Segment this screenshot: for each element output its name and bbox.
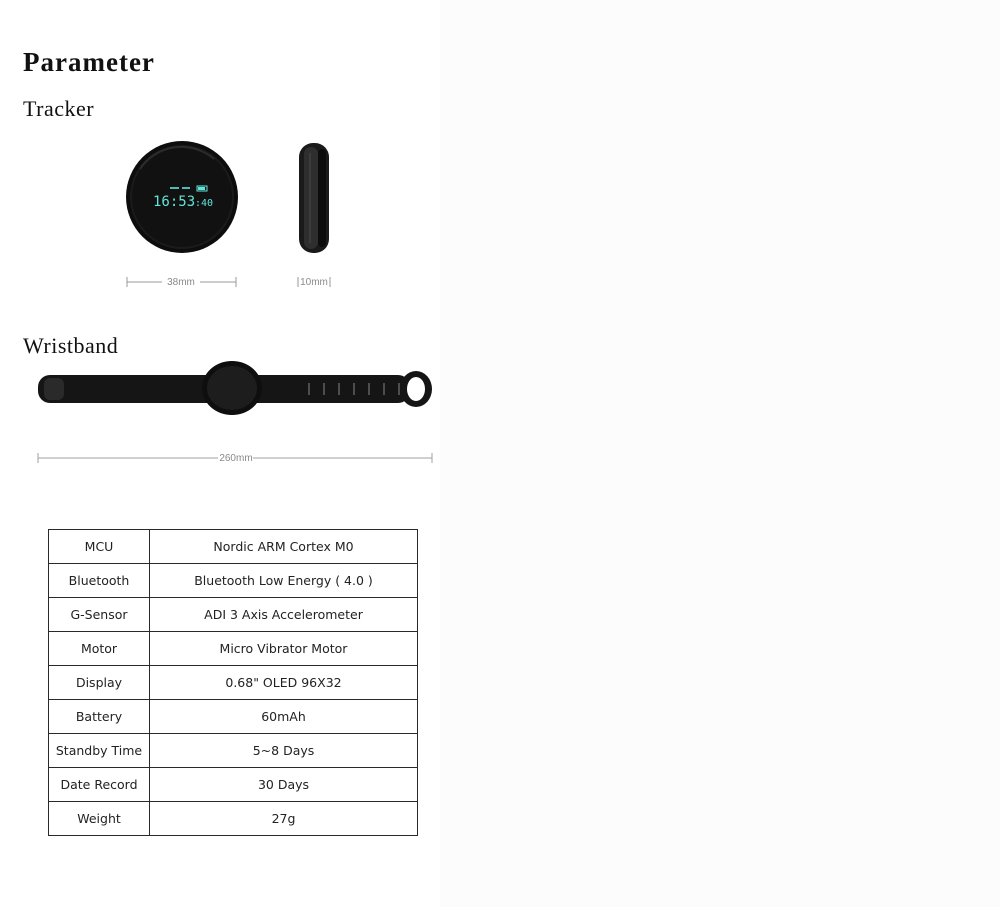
tracker-screen-seconds: :40: [195, 198, 214, 209]
spec-name-cell: Battery: [49, 700, 150, 734]
table-row: [49, 802, 418, 836]
wristband-section-title: Wristband: [23, 333, 119, 358]
wristband-illustration: [0, 358, 440, 468]
table-row: [49, 666, 418, 700]
page-title: Parameter: [23, 47, 155, 77]
spec-value-cell: Micro Vibrator Motor: [150, 632, 418, 666]
spec-name-cell: Date Record: [49, 768, 150, 802]
content-panel: [0, 0, 440, 907]
spec-name-cell: Bluetooth: [49, 564, 150, 598]
spec-name-cell: MCU: [49, 530, 150, 564]
tracker-thickness-dimension: [298, 277, 330, 288]
table-row: [49, 734, 418, 768]
tracker-illustration: [0, 135, 440, 295]
tracker-front-view: [126, 141, 238, 253]
spec-name-cell: G-Sensor: [49, 598, 150, 632]
spec-value-cell: Nordic ARM Cortex M0: [150, 530, 418, 564]
tracker-diameter-label: 38mm: [167, 277, 195, 288]
wristband-length-dimension: [38, 453, 432, 464]
spec-table: [48, 529, 418, 836]
tracker-thickness-label: 10mm: [300, 277, 328, 288]
table-row: [49, 768, 418, 802]
wristband-tracker-module: [202, 361, 262, 415]
table-row: [49, 598, 418, 632]
spec-value-cell: ADI 3 Axis Accelerometer: [150, 598, 418, 632]
spec-name-cell: Weight: [49, 802, 150, 836]
spec-name-cell: Display: [49, 666, 150, 700]
spec-name-cell: Motor: [49, 632, 150, 666]
table-row: [49, 700, 418, 734]
tracker-diameter-dimension: [127, 277, 236, 288]
spec-value-cell: 5~8 Days: [150, 734, 418, 768]
table-row: [49, 632, 418, 666]
spec-name-cell: Standby Time: [49, 734, 150, 768]
spec-value-cell: Bluetooth Low Energy ( 4.0 ): [150, 564, 418, 598]
wristband-length-label: 260mm: [219, 453, 253, 464]
tracker-side-view: [299, 143, 329, 253]
spec-value-cell: 60mAh: [150, 700, 418, 734]
tracker-section-title: Tracker: [23, 96, 95, 121]
table-row: [49, 530, 418, 564]
spec-value-cell: 27g: [150, 802, 418, 836]
tracker-screen-time: 16:53: [153, 194, 196, 210]
table-row: [49, 564, 418, 598]
spec-value-cell: 30 Days: [150, 768, 418, 802]
spec-value-cell: 0.68" OLED 96X32: [150, 666, 418, 700]
